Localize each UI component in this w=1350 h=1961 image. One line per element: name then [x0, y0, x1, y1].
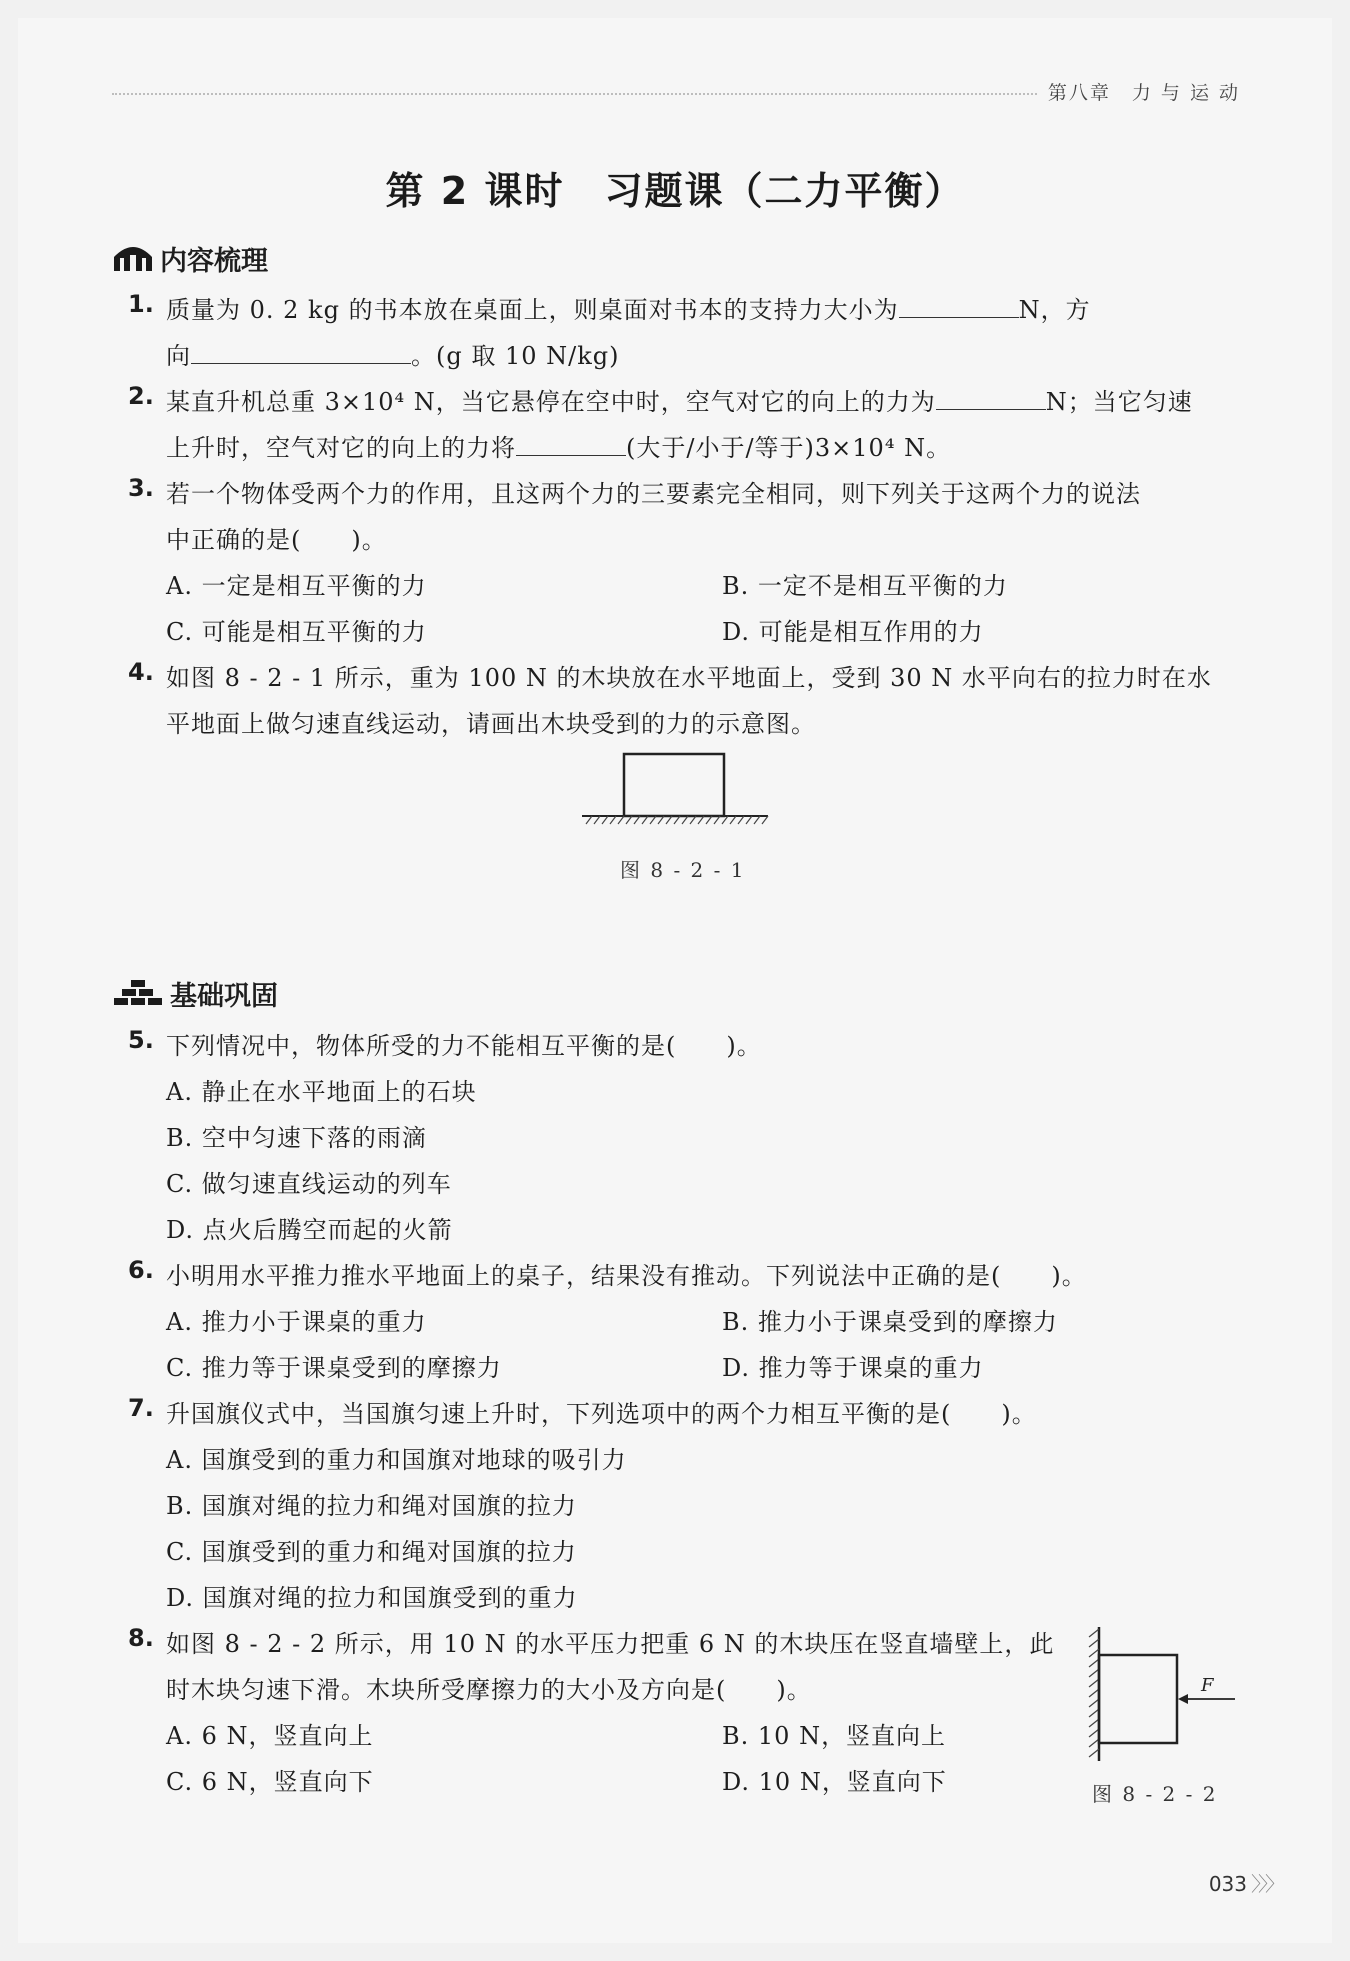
- option-c[interactable]: C. 可能是相互平衡的力: [166, 618, 427, 646]
- question-text: 下列情况中，物体所受的力不能相互平衡的是( )。: [166, 1032, 762, 1060]
- question-text: 若一个物体受两个力的作用，且这两个力的三要素完全相同，则下列关于这两个力的说法: [166, 480, 1141, 508]
- option-b[interactable]: B. 空中匀速下落的雨滴: [166, 1124, 427, 1152]
- question-text: 质量为 0. 2 kg 的书本放在桌面上，则桌面对书本的支持力大小为 N，方: [166, 296, 1091, 324]
- option-c[interactable]: C. 6 N，竖直向下: [166, 1768, 374, 1796]
- header-rule: [112, 93, 1037, 95]
- question-text: 升国旗仪式中，当国旗匀速上升时，下列选项中的两个力相互平衡的是( )。: [166, 1400, 1037, 1428]
- question-number: 2.: [128, 382, 154, 410]
- answer-blank[interactable]: [899, 297, 1019, 318]
- answer-blank[interactable]: [191, 343, 411, 364]
- option-d[interactable]: D. 点火后腾空而起的火箭: [166, 1216, 453, 1244]
- bricks-icon: [112, 978, 164, 1008]
- option-b[interactable]: B. 一定不是相互平衡的力: [722, 572, 1008, 600]
- option-a[interactable]: A. 国旗受到的重力和国旗对地球的吸引力: [166, 1446, 627, 1474]
- question-text: 某直升机总重 3×10⁴ N，当它悬停在空中时，空气对它的向上的力为 N；当它匀速: [166, 388, 1193, 416]
- option-b[interactable]: B. 国旗对绳的拉力和绳对国旗的拉力: [166, 1492, 577, 1520]
- option-a[interactable]: A. 推力小于课桌的重力: [166, 1308, 427, 1336]
- option-c[interactable]: C. 做匀速直线运动的列车: [166, 1170, 452, 1198]
- option-d[interactable]: D. 10 N，竖直向下: [722, 1768, 947, 1796]
- question-text: 向 。(g 取 10 N/kg): [166, 342, 620, 370]
- option-c[interactable]: C. 推力等于课桌受到的摩擦力: [166, 1354, 502, 1382]
- answer-blank[interactable]: [936, 389, 1046, 410]
- page-title: 第 2 课时 习题课（二力平衡）: [385, 169, 965, 213]
- force-label: F: [1201, 1675, 1214, 1696]
- question-number: 4.: [128, 658, 154, 686]
- section-heading-content-review: [112, 238, 268, 278]
- option-a[interactable]: A. 6 N，竖直向上: [166, 1722, 374, 1750]
- question-text: 上升时，空气对它的向上的力将 (大于/小于/等于)3×10⁴ N。: [166, 434, 952, 462]
- question-text: 如图 8 - 2 - 1 所示，重为 100 N 的木块放在水平地面上，受到 30 N 水平向右的拉力时在水: [166, 664, 1212, 692]
- question-number: 1.: [128, 290, 154, 318]
- question-text: 小明用水平推力推水平地面上的桌子，结果没有推动。下列说法中正确的是( )。: [166, 1262, 1087, 1290]
- question-number: 3.: [128, 474, 154, 502]
- question-number: 7.: [128, 1394, 154, 1422]
- answer-blank[interactable]: [516, 435, 626, 456]
- option-a[interactable]: A. 静止在水平地面上的石块: [166, 1078, 477, 1106]
- option-c[interactable]: C. 国旗受到的重力和绳对国旗的拉力: [166, 1538, 577, 1566]
- question-text: 时木块匀速下滑。木块所受摩擦力的大小及方向是( )。: [166, 1676, 812, 1704]
- figure-caption: 图 8 - 2 - 2: [1092, 1782, 1218, 1806]
- option-d[interactable]: D. 推力等于课桌的重力: [722, 1354, 984, 1382]
- page-number: 033 〉〉〉: [1208, 1872, 1282, 1896]
- chapter-header: 第八章 力 与 运 动: [1047, 82, 1240, 104]
- section-heading-basic-consolidation: [112, 973, 278, 1013]
- figure-caption: 图 8 - 2 - 1: [620, 858, 746, 882]
- section-label: 基础巩固: [170, 980, 278, 1012]
- question-number: 8.: [128, 1624, 154, 1652]
- option-b[interactable]: B. 10 N，竖直向上: [722, 1722, 947, 1750]
- question-number: 5.: [128, 1026, 154, 1054]
- figure-block-on-wall: [1085, 1625, 1245, 1765]
- section-label: 内容梳理: [160, 245, 268, 277]
- question-number: 6.: [128, 1256, 154, 1284]
- question-text: 如图 8 - 2 - 2 所示，用 10 N 的水平压力把重 6 N 的木块压在竖直墙壁上，此: [166, 1630, 1055, 1658]
- question-text: 中正确的是( )。: [166, 526, 387, 554]
- option-a[interactable]: A. 一定是相互平衡的力: [166, 572, 427, 600]
- figure-block-on-ground: [580, 748, 770, 828]
- arch-icon: [112, 243, 154, 273]
- chevron-right-icon: 〉〉〉: [1251, 1872, 1282, 1896]
- option-d[interactable]: D. 可能是相互作用的力: [722, 618, 984, 646]
- question-text: 平地面上做匀速直线运动，请画出木块受到的力的示意图。: [166, 710, 816, 738]
- option-b[interactable]: B. 推力小于课桌受到的摩擦力: [722, 1308, 1058, 1336]
- option-d[interactable]: D. 国旗对绳的拉力和国旗受到的重力: [166, 1584, 578, 1612]
